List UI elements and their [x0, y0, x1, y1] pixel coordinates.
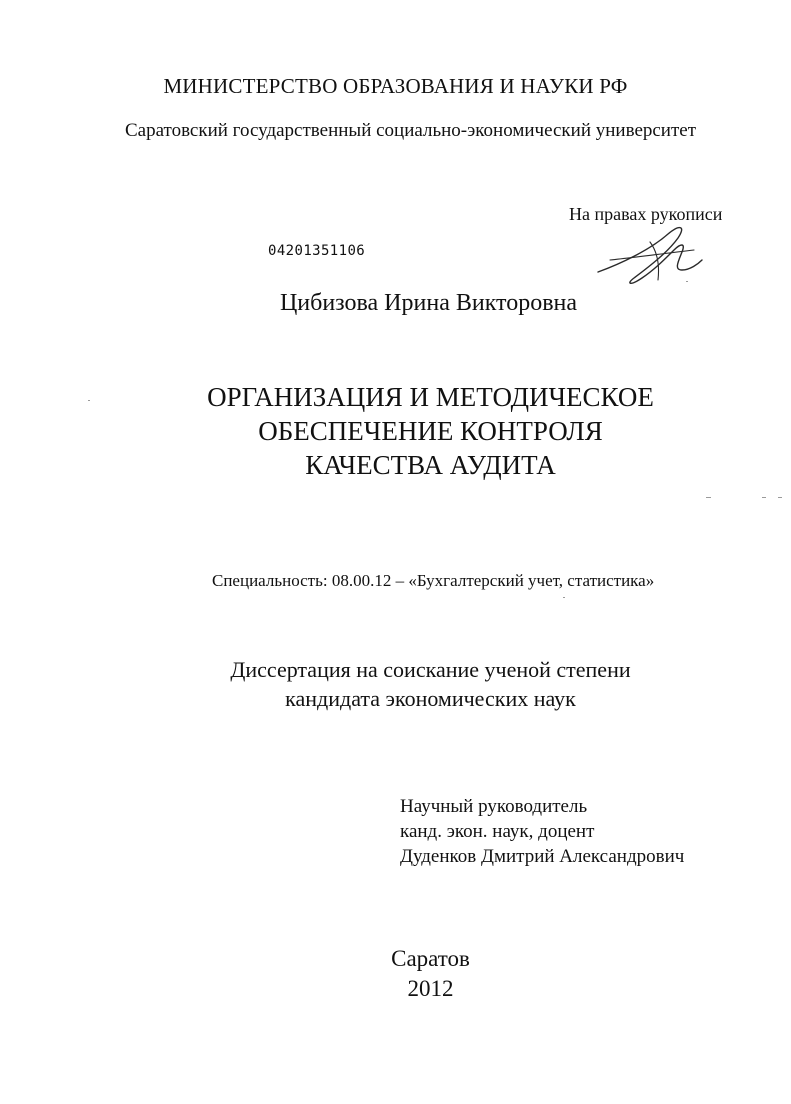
scan-speck — [706, 497, 711, 498]
place-and-year — [0, 944, 791, 1004]
author-name: Цибизова Ирина Викторовна — [279, 290, 578, 316]
year: 2012 — [407, 976, 454, 1001]
university-name: Саратовский государственный социально-экономический университет — [124, 120, 697, 141]
ministry-heading: МИНИСТЕРСТВО ОБРАЗОВАНИЯ И НАУКИ РФ — [163, 74, 628, 98]
thesis-title-line: КАЧЕСТВА АУДИТА — [305, 450, 556, 480]
scan-speck — [778, 497, 782, 498]
thesis-title-line: ОБЕСПЕЧЕНИЕ КОНТРОЛЯ — [258, 416, 603, 446]
degree-statement — [0, 655, 791, 713]
scan-speck — [686, 281, 688, 282]
supervisor-block — [400, 794, 684, 869]
scan-speck — [762, 497, 766, 498]
scan-speck — [88, 400, 90, 401]
supervisor-name: Дуденков Дмитрий Александрович — [400, 846, 685, 867]
degree-statement-line: Диссертация на соискание ученой степени — [230, 657, 631, 682]
catalog-number: 04201351106 — [268, 243, 366, 259]
manuscript-note: На правах рукописи — [569, 204, 723, 224]
specialty-line: Специальность: 08.00.12 – «Бухгалтерский учет, статистика» — [212, 571, 655, 590]
scan-speck — [563, 597, 565, 598]
city-name: Саратов — [391, 946, 470, 971]
supervisor-degree: канд. экон. наук, доцент — [400, 821, 595, 842]
degree-statement-line: кандидата экономических наук — [285, 686, 576, 711]
supervisor-role: Научный руководитель — [400, 796, 588, 817]
handwritten-signature — [590, 220, 710, 290]
thesis-title-line: ОРГАНИЗАЦИЯ И МЕТОДИЧЕСКОЕ — [207, 382, 654, 412]
thesis-title — [0, 380, 791, 482]
